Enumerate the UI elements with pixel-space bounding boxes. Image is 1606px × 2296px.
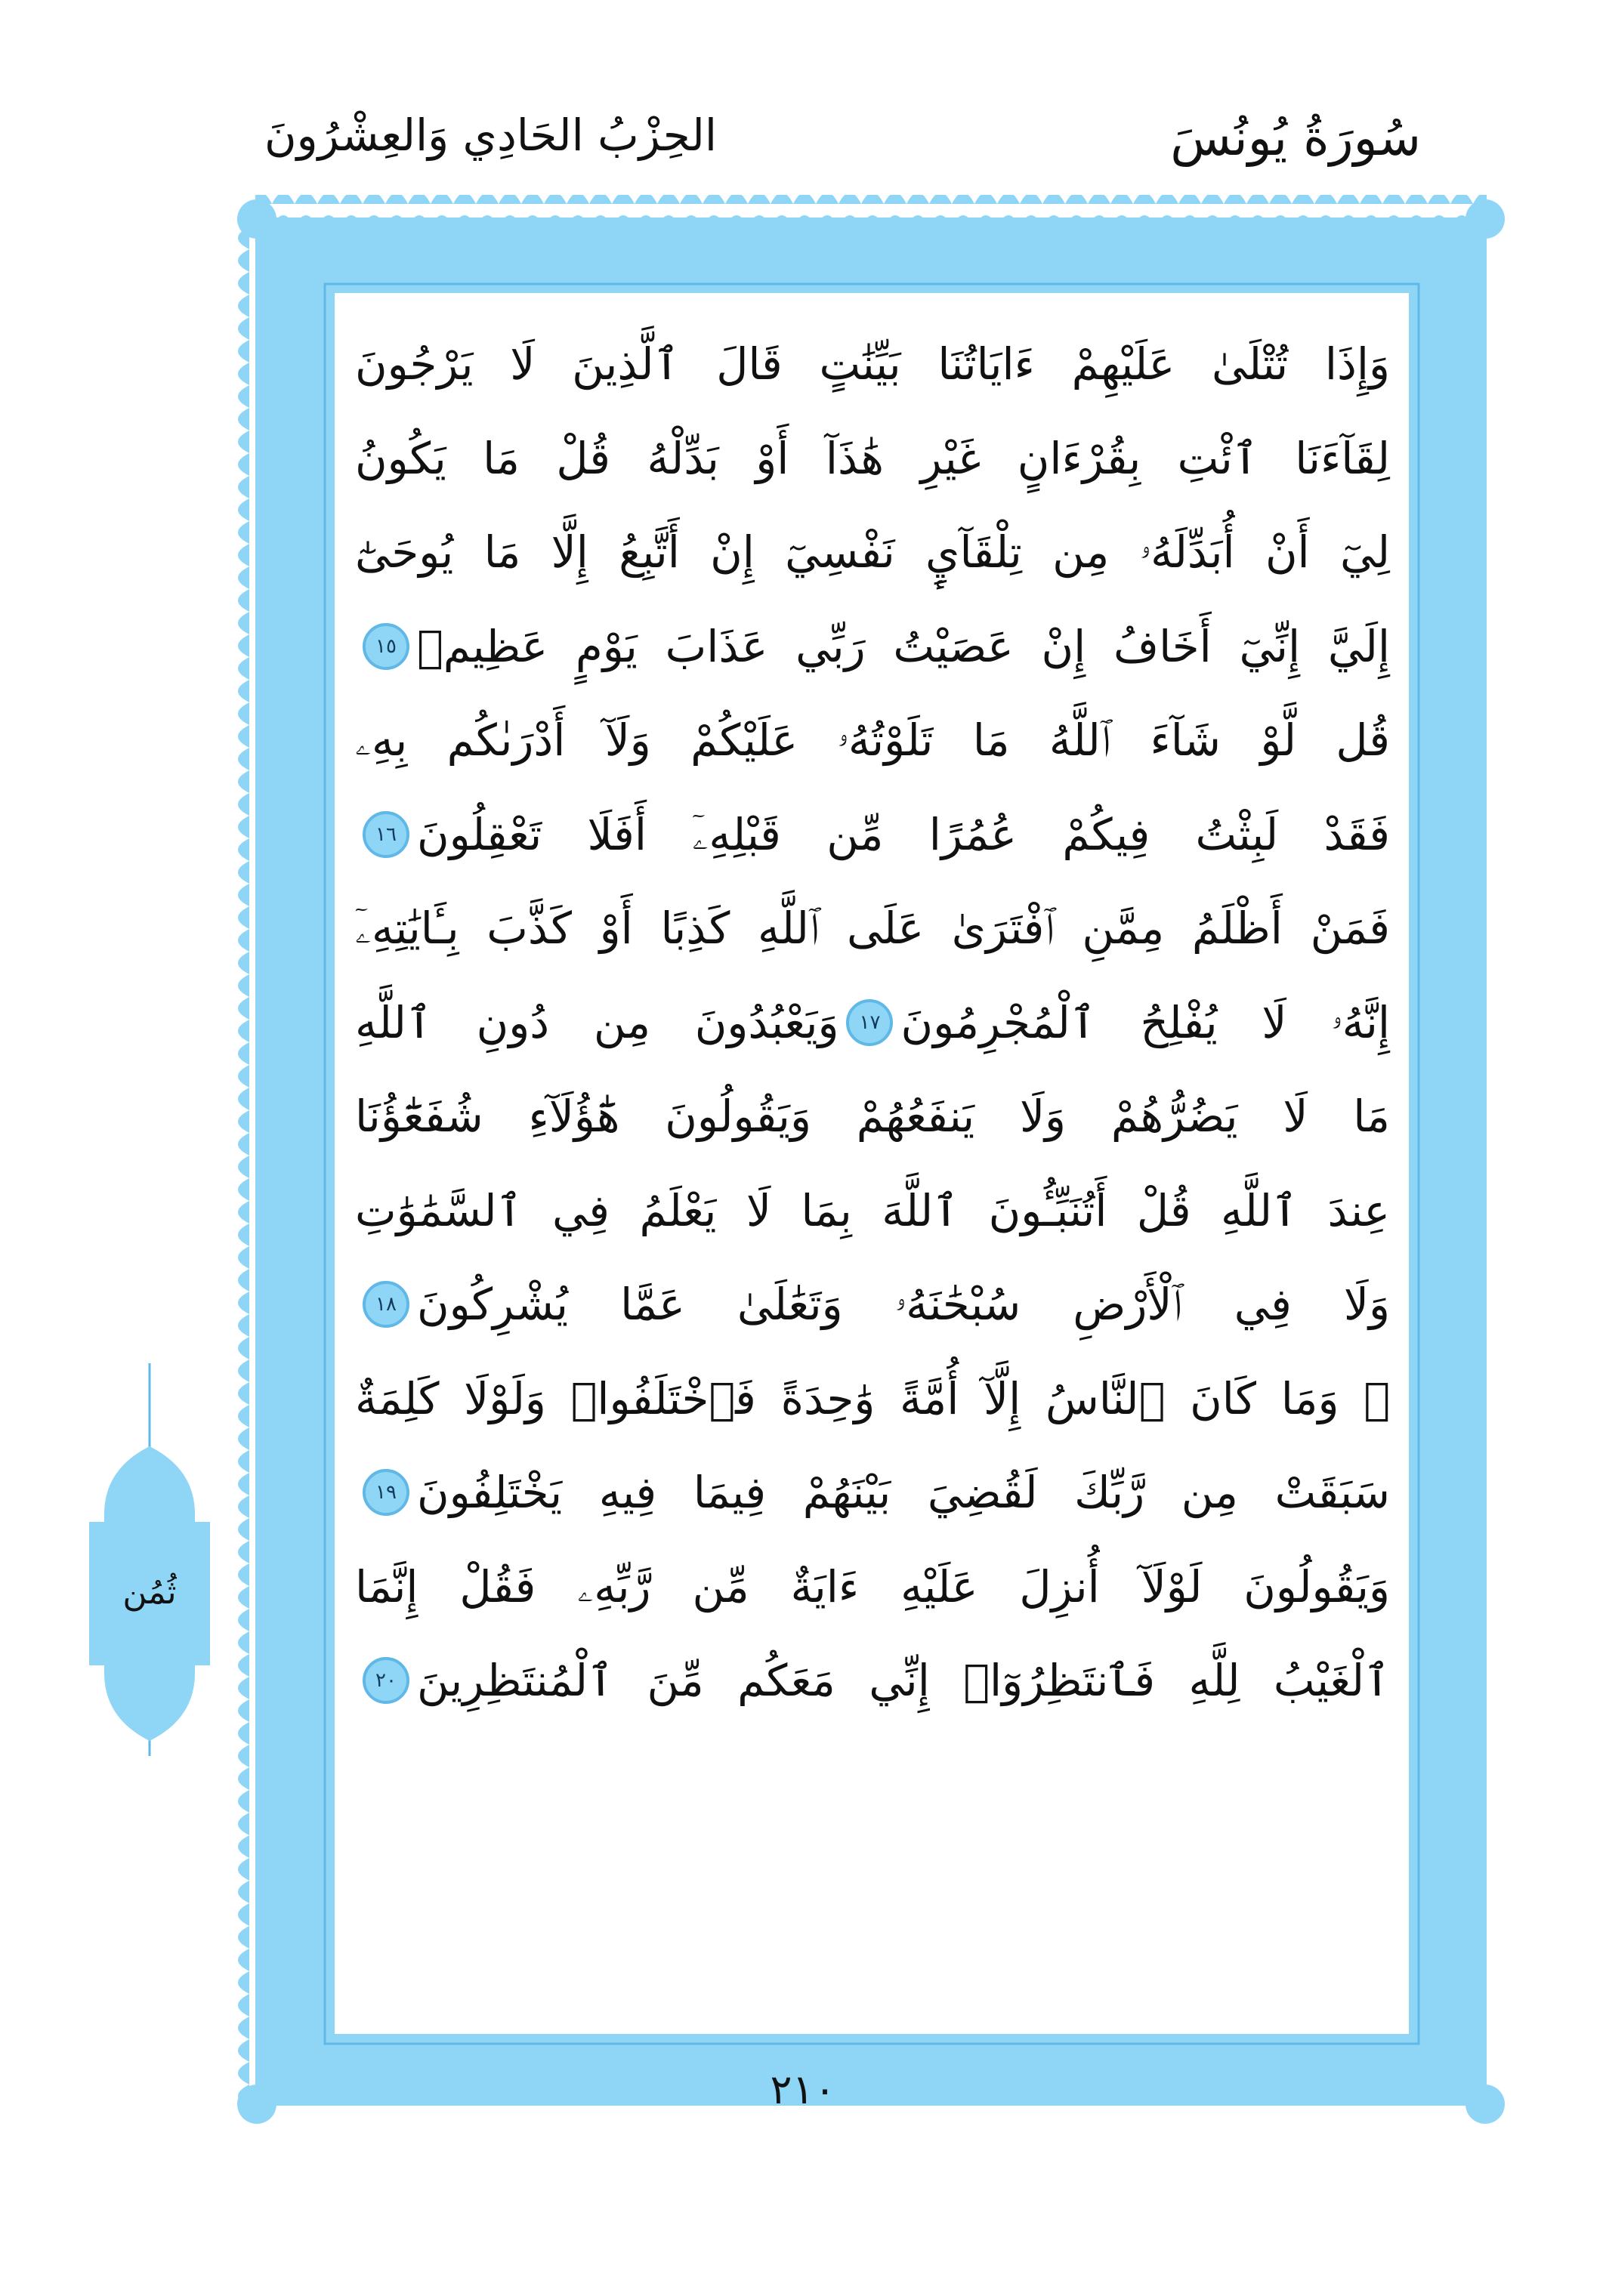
verse-text: مَا لَا يَضُرُّهُمْ وَلَا يَنفَعُهُمْ وَيَقُولُونَ هَٰٓؤُلَآءِ شُفَعَٰٓؤُنَا (355, 1091, 1390, 1143)
thumn-marker (89, 1363, 210, 1756)
verse-text: لِقَآءَنَا ٱئْتِ بِقُرْءَانٍ غَيْرِ هَٰذَآ أَوْ بَدِّلْهُ قُلْ مَا يَكُونُ (355, 432, 1390, 484)
verse-text: عِندَ ٱللَّهِ قُلْ أَتُنَبِّـُٔونَ ٱللَّهَ بِمَا لَا يَعْلَمُ فِي ٱلسَّمَٰوَٰتِ (355, 1184, 1390, 1236)
verse-text: وَيَقُولُونَ لَوْلَآ أُنزِلَ عَلَيْهِ ءَايَةٌ مِّن رَّبِّهِۦ فَقُلْ إِنَّمَا (355, 1560, 1390, 1612)
verse-text-continued: وَيَعْبُدُونَ مِن دُونِ ٱللَّهِ (355, 996, 839, 1048)
frame-left-edge (233, 218, 255, 2106)
verse-text: إِلَيَّ إِنِّيٓ أَخَافُ إِنْ عَصَيْتُ رَبِّي عَذَابَ يَوْمٍ عَظِيمٖ (417, 620, 1390, 672)
verse-line (355, 1540, 1390, 1634)
verse-line (355, 1069, 1390, 1164)
verse-line (355, 600, 1390, 694)
verse-line (355, 317, 1390, 412)
ayah-number-marker: ١٥ (363, 623, 409, 670)
verse-line (355, 1446, 1390, 1540)
verse-line (355, 412, 1390, 506)
thumn-ornament (89, 1363, 210, 1756)
verse-text: وَلَا فِي ٱلْأَرْضِ سُبْحَٰنَهُۥ وَتَعَٰلَىٰ عَمَّا يُشْرِكُونَ (417, 1279, 1390, 1331)
hizb-label: الحِزْبُ الحَادِي وَالعِشْرُونَ (264, 110, 717, 161)
frame-top-edge (255, 195, 1487, 218)
verse-text: وَإِذَا تُتْلَىٰ عَلَيْهِمْ ءَايَاتُنَا بَيِّنَٰتٍ قَالَ ٱلَّذِينَ لَا يَرْجُونَ (355, 338, 1390, 390)
verse-line (355, 1164, 1390, 1258)
page-number: ٢١٠ (770, 2066, 836, 2113)
verse-line (355, 1258, 1390, 1352)
verse-line (355, 788, 1390, 882)
verse-text: فَقَدْ لَبِثْتُ فِيكُمْ عُمُرًا مِّن قَبْلِهِۦٓ أَفَلَا تَعْقِلُونَ (417, 808, 1390, 860)
ayah-number-marker: ١٦ (363, 811, 409, 858)
ayah-number-marker: ١٩ (363, 1469, 409, 1516)
verse-text: إِنَّهُۥ لَا يُفْلِحُ ٱلْمُجْرِمُونَ (900, 996, 1390, 1048)
verse-line (355, 505, 1390, 600)
surah-name: سُورَةُ يُونُسَ (1170, 109, 1421, 167)
verse-line (355, 693, 1390, 788)
verse-text: ٱلْغَيْبُ لِلَّهِ فَٱنتَظِرُوٓا۟ إِنِّي مَعَكُم مِّنَ ٱلْمُنتَظِرِينَ (417, 1655, 1390, 1707)
verse-text: لِيٓ أَنْ أُبَدِّلَهُۥ مِن تِلْقَآيِٕ نَفْسِيٓ إِنْ أَتَّبِعُ إِلَّا مَا يُوحَىٰٓ (355, 526, 1390, 579)
verse-lines (355, 317, 1390, 2017)
ayah-number-marker: ١٧ (846, 999, 893, 1046)
verse-line (355, 1634, 1390, 1728)
verse-text: سَبَقَتْ مِن رَّبِّكَ لَقُضِيَ بَيْنَهُمْ فِيمَا فِيهِ يَخْتَلِفُونَ (417, 1467, 1390, 1519)
verse-line (355, 1352, 1390, 1446)
ayah-number-marker: ١٨ (363, 1281, 409, 1328)
frame-corner (1465, 199, 1505, 239)
verse-line (355, 881, 1390, 976)
verse-line (355, 976, 1390, 1070)
verse-text: قُل لَّوْ شَآءَ ٱللَّهُ مَا تَلَوْتُهُۥ عَلَيْكُمْ وَلَآ أَدْرَىٰكُم بِهِۦ (355, 714, 1390, 767)
thumn-label: ثُمُن (122, 1573, 177, 1612)
verse-text: فَمَنْ أَظْلَمُ مِمَّنِ ٱفْتَرَىٰ عَلَى ٱللَّهِ كَذِبًا أَوْ كَذَّبَ بِـَٔايَٰتِهِۦٓ (355, 903, 1390, 955)
frame-right-edge (1464, 218, 1487, 2106)
ayah-number-marker: ٢٠ (363, 1657, 409, 1704)
verse-text: ۞ وَمَا كَانَ ٱلنَّاسُ إِلَّآ أُمَّةً وَٰحِدَةً فَٱخْتَلَفُوا۟ وَلَوْلَا كَلِمَةٌ (355, 1372, 1390, 1424)
frame-corner (237, 199, 276, 239)
